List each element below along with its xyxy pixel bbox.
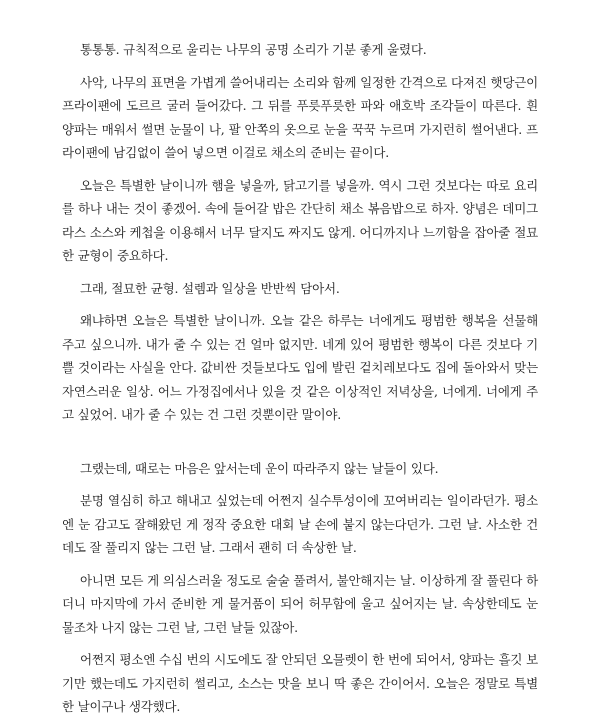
paragraph-7: 분명 열심히 하고 해내고 싶었는데 어쩐지 실수투성이에 꼬여버리는 일이라던가. 평소엔 눈 감고도 잘해왔던 게 정작 중요한 대회 날 손에 붙지 않는다던가. 그런 날. 사소한 건데도 잘 풀리지 않는 그런 날. 그래서 괜히 더 속상한 날.: [62, 493, 538, 555]
paragraph-2: 사악, 나무의 표면을 가볍게 쓸어내리는 소리와 함께 일정한 간격으로 다져진 햇당근이 프라이팬에 도르르 굴러 들어갔다. 그 뒤를 푸릇푸릇한 파와 애호박 조각들이 따른다. 흰 양파는 매워서 썰면 눈물이 나, 팔 안쪽의 옷으로 눈을 꾹꾹 누르며 가지런히 썰어낸다. 프라이팬에 남김없이 쓸어 넣으면 이걸로 채소의 준비는 끝이다.: [62, 74, 538, 160]
paragraph-9: 어쩐지 평소엔 수십 번의 시도에도 잘 안되던 오믈렛이 한 번에 되어서, 양파는 흘깃 보기만 했는데도 가지런히 썰리고, 소스는 맛을 보니 딱 좋은 간이어서. 오늘은 정말로 특별한 날이구나 생각했다.: [62, 652, 538, 714]
paragraph-4: 그래, 절묘한 균형. 설렘과 일상을 반반씩 담아서.: [80, 280, 340, 296]
paragraph-8: 아니면 모든 게 의심스러울 정도로 술술 풀려서, 불안해지는 날. 이상하게 잘 풀린다 하더니 마지막에 가서 준비한 게 물거품이 되어 허무함에 울고 싶어지는 날. 속상한데도 눈물조차 나지 않는 그런 날, 그런 날들 있잖아.: [62, 572, 538, 635]
paragraph-1: 통통통. 규칙적으로 울리는 나무의 공명 소리가 기분 좋게 울렸다.: [80, 42, 427, 57]
paragraph-6: 그랬는데, 때로는 마음은 앞서는데 운이 따라주지 않는 날들이 있다.: [80, 460, 439, 476]
paragraph-5: 왜냐하면 오늘은 특별한 날이니까. 오늘 같은 하루는 너에게도 평범한 행복을 선물해 주고 싶으니까. 내가 줄 수 있는 건 얼마 없지만. 네게 있어 평범한 행복이 다른 것보다 기쁠 것이라는 사실을 안다. 값비싼 것들보다도 입에 발린 겉치레보다도 집에 돌아와서 맞는 자연스러운 일상. 어느 가정집에서나 있을 것 같은 이상적인 저녁상을, 너에게. 너에게 주고 싶었어. 내가 줄 수 있는 건 그런 것뿐이란 말이야.: [62, 313, 538, 422]
paragraph-3: 오늘은 특별한 날이니까 햄을 넣을까, 닭고기를 넣을까. 역시 그런 것보다는 따로 요리를 하나 내는 것이 좋겠어. 속에 들어갈 밥은 간단히 채소 볶음밥으로 하자. 양념은 데미그라스 소스와 케첩을 이용해서 너무 달지도 짜지도 않게. 어디까지나 느끼함을 잡아줄 절묘한 균형이 중요하다.: [62, 177, 538, 263]
